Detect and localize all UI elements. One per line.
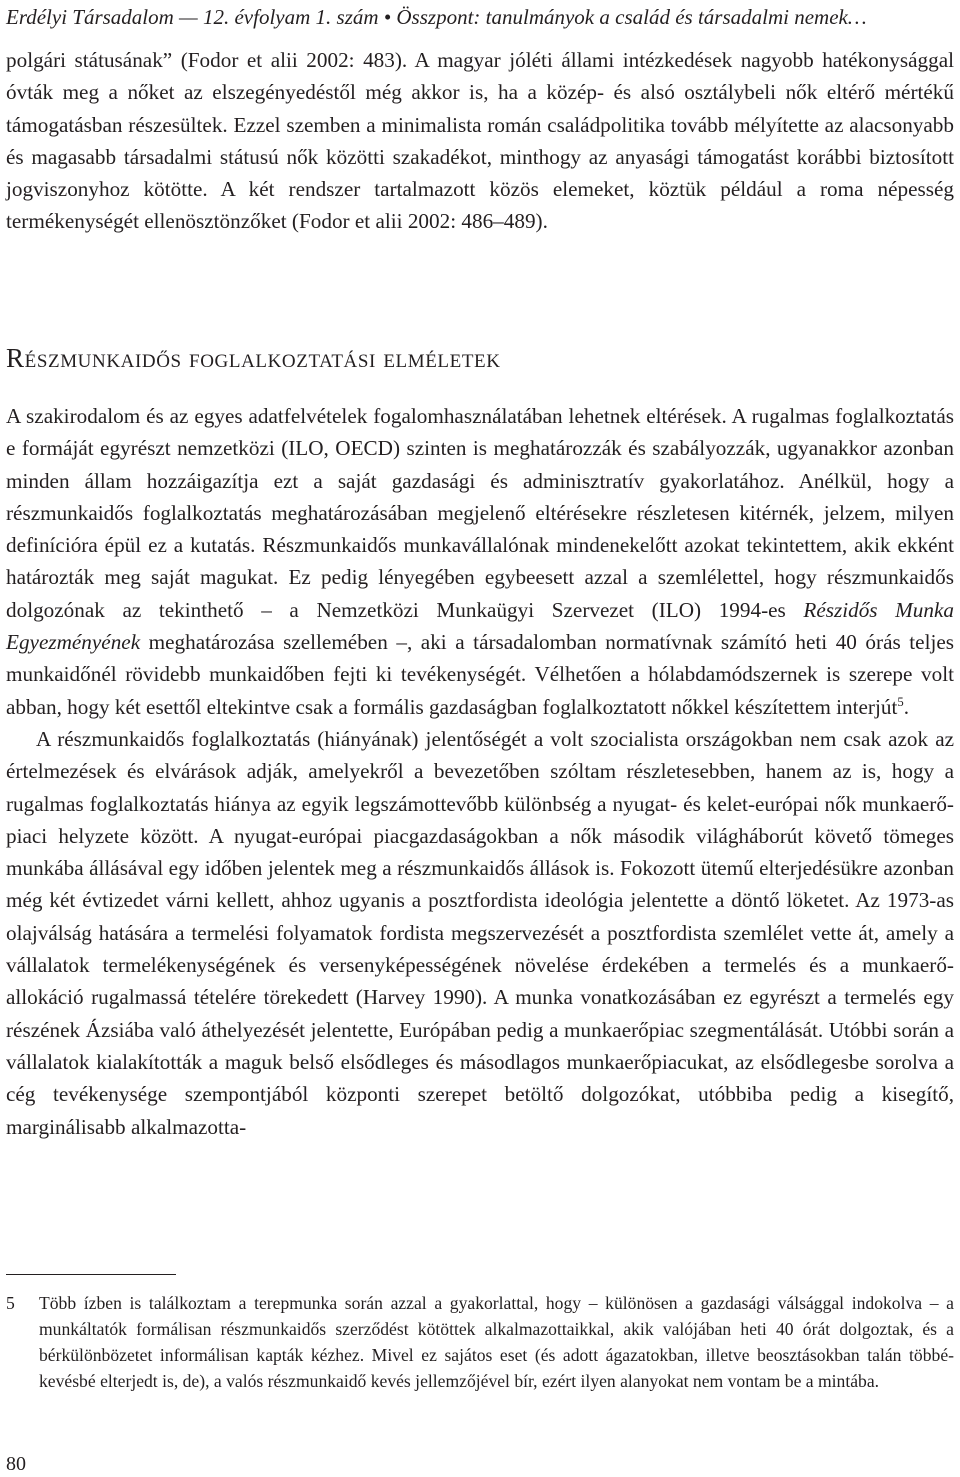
section-text-block xyxy=(6,400,954,1143)
convention-title: Részidős Munka Egyezményének xyxy=(6,597,954,655)
intro-paragraph: polgári státusának” (Fodor et alii 2002: 483). A magyar jóléti állami intézkedések nagyobb hatékonysággal óvták meg a nőket az elszegényedéstől még akkor is, ha a közép- és alsó osztálybeli nők eltérő mértékű támogatásban részesültek. Ezzel szemben a minimalista román családpolitika tovább mélyítette az alacsonyabb és magasabb társadalmi státusú nők közötti szakadékot, minthogy az anyasági támogatást korábbi biztosított jogviszonyhoz kötötte. A két rendszer tartalmazott közös elemeket, köztük például a roma népesség termékenységét ellenösztönzőket (Fodor et alii 2002: 486–489). xyxy=(6,48,954,234)
paragraph-1-end: . xyxy=(903,694,910,719)
running-header: Erdélyi Társadalom — 12. évfolyam 1. szám • Összpont: tanulmányok a család és társadalmi nemek… xyxy=(6,5,867,29)
section-paragraph-2: A részmunkaidős foglalkoztatás (hiányának) jelentőségét a volt szocialista országokban nem csak azok az értelmezések és elvárások adják, amelyekről a bevezetőben szóltam részletesebben, hanem az is, hogy a rugalmas foglalkoztatás hiánya az egyik legszámottevőbb különbség a nyugat- és kelet-európai nők munkaerő-piaci helyzete között. A nyugat-európai piacgazdaságokban a nők második világháborút követő tömeges munkába állásával egy időben jelentek meg a részmunkaidős állások is. Fokozott ütemű elterjedésükre azonban még két évtizedet várni kellett, ahhoz ugyanis a posztfordista ideológia jelentette a döntő löketet. Az 1973-as olajválság hatására a termelési folyamatok fordista megszervezését a posztfordista szemlélet vette át, amely a vállalatok termelékenységének és versenyképességének növelése érdekében a termelés és a munkaerő-allokáció rugalmassá tételére törekedett (Harvey 1990). A munka vonatkozásában ez egyrészt a termelés egy részének Ázsiába való áthelyezését jelentette, Európában pedig a munkaerőpiac szegmentálását. Utóbbi során a vállalatok kialakították a maguk belső elsődleges és másodlagos munkaerőpiacukat, az elsődlegesbe sorolva a cég tevékenysége szempontjából központi szerepet betöltő dolgozókat, utóbbiba pedig a kisegítő, marginálisabb alkalmazotta- xyxy=(6,726,954,1139)
page-number: 80 xyxy=(6,1453,26,1475)
footnote-divider xyxy=(6,1274,176,1275)
intro-text-block xyxy=(6,44,954,238)
paragraph-1-text-b: meghatározása szellemében –, aki a társadalomban normatívnak számító heti 40 órás teljes munkaidőnél rövidebb munkaidőben fejti ki tevékenységét. Vélhetően a hólabdamódszernek is szerepe volt abban, hogy két esettől eltekintve csak a formális gazdaságban foglalkoztatott nőkkel készítettem interjút xyxy=(6,630,954,719)
footnote-number: 5 xyxy=(6,1293,15,1313)
section-heading: Részmunkaidős foglalkoztatási elméletek xyxy=(6,343,501,373)
footnote-reference[interactable]: 5 xyxy=(897,694,904,709)
section-paragraph-1 xyxy=(6,400,954,723)
footnote xyxy=(6,1290,954,1394)
footnote-text: Több ízben is találkoztam a terepmunka során azzal a gyakorlattal, hogy – különösen a gazdasági válsággal indokolva – a munkáltatók formálisan részmunkaidős szerződést kötöttek alkalmazottaikkal, akik valójában heti 40 órát dolgoztak, és a bérkülönbözetet informálisan kapták kézhez. Mivel ez sajátos eset (és adott ágazatokban, illetve beosztásokban talán többé-kevésbé elterjedt is, de), a valós részmunkaidő kevés jellemzőjével bír, ezért ilyen alanyokat nem vontam be a mintába. xyxy=(39,1293,954,1392)
paragraph-1-text-a: A szakirodalom és az egyes adatfelvételek fogalomhasználatában lehetnek eltérések. A rugalmas foglalkoztatás e formáját egyrészt nemzetközi (ILO, OECD) szinten is meghatározzák és szabályozzák, ugyanakkor azonban minden állam hozzáigazítja ezt a saját gazdasági és adminisztratív gyakorlatához. Anélkül, hogy a részmunkaidős foglalkoztatás meghatározásában megjelenő eltérésekre részletesen kitérnék, jelzem, milyen definícióra épül ez a kutatás. Részmunkaidős munkavállalónak mindenekelőtt azokat tekintettem, akik ekként határozták meg saját magukat. Ez pedig lényegében egybeesett azzal a szemlélettel, hogy részmunkaidős dolgozónak az tekinthető – a Nemzetközi Munkaügyi Szervezet (ILO) 1994-es xyxy=(6,404,954,622)
